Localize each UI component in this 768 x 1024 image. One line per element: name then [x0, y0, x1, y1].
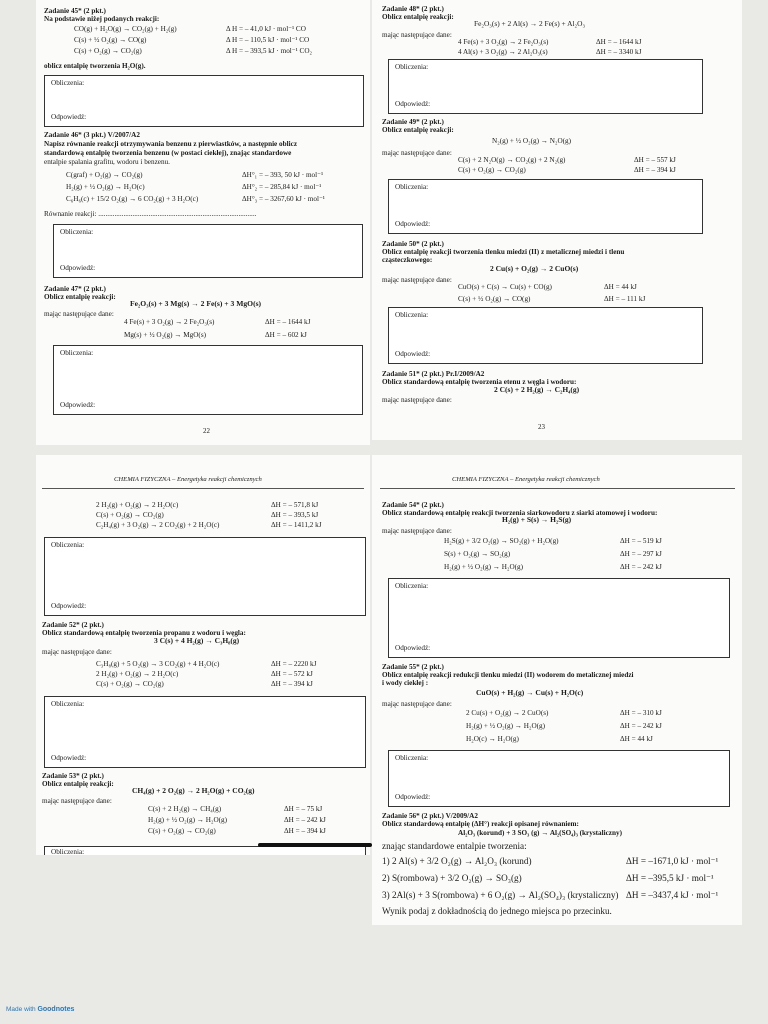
cont-dh-1: ΔH = – 571,8 kJ [271, 501, 319, 509]
z56-eq-3: 3) 2Al(s) + 3 S(rombowa) + 6 O₂(g) → Al₂(SO₄)₃ (krystaliczny) [382, 890, 619, 900]
z54-answer-label: Odpowiedź: [395, 644, 431, 652]
cont-eq-3: C₂H₄(g) + 3 O₂(g) → 2 CO₂(g) + 2 H₂O(c) [96, 521, 220, 529]
z50-title: Zadanie 50* (2 pkt.) [382, 240, 444, 248]
cont-eq-1: 2 H₂(g) + O₂(g) → 2 H₂O(c) [96, 501, 179, 509]
z52-dh-2: ΔH = – 572 kJ [271, 670, 313, 678]
z55-title: Zadanie 55* (2 pkt.) [382, 663, 444, 671]
z49-title: Zadanie 49* (2 pkt.) [382, 118, 444, 126]
z52-eq-3: C(s) + O₂(g) → CO₂(g) [96, 680, 164, 688]
z54-title: Zadanie 54* (2 pkt.) [382, 501, 444, 509]
z49-intro: Oblicz entalpię reakcji: [382, 126, 454, 134]
z56-dh-1: ΔH = –1671,0 kJ · mol⁻¹ [626, 856, 719, 866]
z56-dh-2: ΔH = –395,5 kJ · mol⁻¹ [626, 873, 714, 883]
z48-given: mając następujące dane: [382, 31, 452, 39]
z56-note: Wynik podaj z dokładnością do jednego miejsca po przecinku. [382, 906, 612, 916]
z56-dh-3: ΔH = –3437,4 kJ · mol⁻¹ [626, 890, 719, 900]
z51-given: mając następujące dane: [382, 396, 452, 404]
z51-intro: Oblicz standardową entalpię tworzenia etenu z węgla i wodoru: [382, 378, 577, 386]
z53-given: mając następujące dane: [42, 797, 112, 805]
z49-given: mając następujące dane: [382, 149, 452, 157]
z45-eq-2: C(s) + ½ O₂(g) → CO(g) [74, 36, 147, 44]
z54-calc-label: Obliczenia: [395, 582, 429, 590]
z51-title: Zadanie 51* (2 pkt.) Pr.I/2009/A2 [382, 370, 485, 378]
z47-eq-1: 4 Fe(s) + 3 O₂(g) → 2 Fe₂O₃(s) [124, 318, 215, 326]
z49-eq-2: C(s) + O₂(g) → CO₂(g) [458, 166, 526, 174]
z52-answer-label: Odpowiedź: [51, 754, 87, 762]
z54-eq-2: S(s) + O₂(g) → SO₂(g) [444, 550, 511, 558]
z49-answer-label: Odpowiedź: [395, 220, 431, 228]
z45-eq-1: CO(g) + H₂O(g) → CO₂(g) + H₂(g) [74, 25, 177, 33]
z52-dh-1: ΔH = – 2220 kJ [271, 660, 317, 668]
z46-calc-label: Obliczenia: [60, 228, 94, 236]
z47-dh-1: ΔH = – 1644 kJ [265, 318, 311, 326]
page-25-header: CHEMIA FIZYCZNA – Energetyka reakcji chemicznych [452, 476, 600, 483]
z48-eq-2: 4 Al(s) + 3 O₂(g) → 2 Al₂O₃(s) [458, 48, 548, 56]
cont-dh-2: ΔH = – 393,5 kJ [271, 511, 319, 519]
z55-main-eq: CuO(s) + H₂(g) → Cu(s) + H₂O(c) [476, 688, 584, 697]
z55-given: mając następujące dane: [382, 700, 452, 708]
z48-calc-label: Obliczenia: [395, 63, 429, 71]
z46-dh-1: ΔH°₁ = – 393, 50 kJ · mol⁻¹ [242, 171, 324, 179]
z55-calc-label: Obliczenia: [395, 754, 429, 762]
z48-eq-1: 4 Fe(s) + 3 O₂(g) → 2 Fe₂O₃(s) [458, 38, 549, 46]
z56-given: znając standardowe entalpie tworzenia: [382, 841, 527, 851]
z49-eq-1: C(s) + 2 N₂O(g) → CO₂(g) + 2 N₂(g) [458, 156, 566, 164]
z56-title: Zadanie 56* (2 pkt.) V/2009/A2 [382, 812, 478, 820]
z54-dh-3: ΔH = – 242 kJ [620, 563, 662, 571]
z54-given: mając następujące dane: [382, 527, 452, 535]
z50-line-2: cząsteczkowego: [382, 256, 433, 264]
z55-dh-3: ΔH = 44 kJ [620, 735, 653, 743]
z48-answer-label: Odpowiedź: [395, 100, 431, 108]
z53-dh-3: ΔH = – 394 kJ [284, 827, 326, 835]
z56-main-eq: Al₂O₃ (korund) + 3 SO₃ (g) → Al₂(SO₄)₃ (krystaliczny) [458, 829, 622, 837]
z52-main-eq: 3 C(s) + 4 H₂(g) → C₃H₈(g) [154, 636, 240, 645]
page-24 [36, 455, 370, 855]
z46-line-1: Napisz równanie reakcji otrzymywania benzenu z pierwiastków, a następnie oblicz [44, 140, 298, 148]
z50-given: mając następujące dane: [382, 276, 452, 284]
z56-eq-1: 1) 2 Al(s) + 3/2 O₂(g) → Al₂O₃ (korund) [382, 856, 532, 866]
z50-calc-label: Obliczenia: [395, 311, 429, 319]
z47-answer-label: Odpowiedź: [60, 401, 96, 409]
cont-answer-label: Odpowiedź: [51, 602, 87, 610]
z50-main-eq: 2 Cu(s) + O₂(g) → 2 CuO(s) [490, 264, 579, 273]
z54-dh-1: ΔH = – 519 kJ [620, 537, 662, 545]
z54-main-eq: H₂(g) + S(s) → H₂S(g) [502, 515, 572, 524]
z53-intro: Oblicz entalpię reakcji: [42, 780, 114, 788]
z45-answer-box[interactable] [44, 75, 364, 127]
watermark-brand: Goodnotes [37, 1006, 75, 1013]
z54-dh-2: ΔH = – 297 kJ [620, 550, 662, 558]
z52-eq-2: 2 H₂(g) + O₂(g) → 2 H₂O(c) [96, 670, 179, 678]
z54-eq-1: H₂S(g) + 3/2 O₂(g) → SO₂(g) + H₂O(g) [444, 537, 559, 545]
z53-calc-label: Obliczenia: [51, 848, 85, 855]
z45-calc-label: Obliczenia: [51, 79, 85, 87]
z54-intro: Oblicz standardową entalpię reakcji tworzenia siarkowodoru z siarki atomowej i wodoru: [382, 509, 658, 517]
z50-answer-label: Odpowiedź: [395, 350, 431, 358]
goodnotes-watermark [6, 1006, 74, 1013]
z50-dh-2: ΔH = – 111 kJ [604, 295, 646, 303]
z46-dh-3: ΔH°₃ = – 3267,60 kJ · mol⁻¹ [242, 195, 325, 203]
z53-title: Zadanie 53* (2 pkt.) [42, 772, 104, 780]
cont-calc-label: Obliczenia: [51, 541, 85, 549]
z48-dh-2: ΔH = – 3340 kJ [596, 48, 642, 56]
z47-given: mając następujące dane: [44, 310, 114, 318]
page-25-header-rule [380, 488, 735, 489]
z48-intro: Oblicz entalpię reakcji: [382, 13, 454, 21]
z46-answer-box[interactable] [53, 224, 363, 278]
z52-eq-1: C₃H₈(g) + 5 O₂(g) → 3 CO₂(g) + 4 H₂O(c) [96, 660, 220, 668]
z48-main-eq: Fe₂O₃(s) + 2 Al(s) → 2 Fe(s) + Al₂O₃ [474, 19, 586, 28]
z50-eq-2: C(s) + ½ O₂(g) → CO(g) [458, 295, 531, 303]
z50-answer-box[interactable] [388, 307, 703, 364]
z50-eq-1: CuO(s) + C(s) → Cu(s) + CO(g) [458, 283, 552, 291]
z55-eq-3: H₂O(c) → H₂O(g) [466, 735, 519, 743]
z55-answer-box[interactable] [388, 750, 730, 807]
z55-line-1: Oblicz entalpię reakcji redukcji tlenku miedzi (II) wodorem do metalicznej miedzi [382, 671, 634, 679]
z53-answer-box[interactable] [44, 846, 366, 855]
z47-intro: Oblicz entalpię reakcji: [44, 293, 116, 301]
scroll-indicator [258, 843, 372, 847]
z56-intro: Oblicz standardową entalpię (ΔH°) reakcji opisanej równaniem: [382, 820, 579, 828]
z45-answer-label: Odpowiedź: [51, 113, 87, 121]
z46-eq-1: C(graf) + O₂(g) → CO₂(g) [66, 171, 143, 179]
z52-title: Zadanie 52* (2 pkt.) [42, 621, 104, 629]
z46-eq-2: H₂(g) + ½ O₂(g) → H₂O(c) [66, 183, 145, 191]
z45-dh-2: Δ H = – 110,5 kJ · mol⁻¹ CO [226, 36, 310, 44]
z47-title: Zadanie 47* (2 pkt.) [44, 285, 106, 293]
z49-dh-1: ΔH = – 557 kJ [634, 156, 676, 164]
z49-calc-label: Obliczenia: [395, 183, 429, 191]
page-25 [372, 455, 742, 925]
z55-eq-2: H₂(g) + ½ O₂(g) → H₂O(g) [466, 722, 546, 730]
page-24-header-rule [42, 488, 364, 489]
page-number-23: 23 [538, 423, 545, 431]
z45-intro: Na podstawie niżej podanych reakcji: [44, 15, 160, 23]
z52-answer-box[interactable] [44, 696, 366, 768]
z54-eq-3: H₂(g) + ½ O₂(g) → H₂O(g) [444, 563, 524, 571]
z50-line-1: Oblicz entalpię reakcji tworzenia tlenku miedzi (II) z metalicznej miedzi i tlenu [382, 248, 625, 256]
z48-answer-box[interactable] [388, 59, 703, 114]
z49-dh-2: ΔH = – 394 kJ [634, 166, 676, 174]
z45-task: oblicz entalpię tworzenia H₂O(g). [44, 62, 146, 70]
z53-eq-2: H₂(g) + ½ O₂(g) → H₂O(g) [148, 816, 228, 824]
z53-eq-3: C(s) + O₂(g) → CO₂(g) [148, 827, 216, 835]
z46-eq-3: C₆H₆(c) + 15/2 O₂(g) → 6 CO₂(g) + 3 H₂O(c) [66, 195, 199, 203]
z47-main-eq: Fe₂O₃(s) + 3 Mg(s) → 2 Fe(s) + 3 MgO(s) [130, 299, 262, 308]
z49-main-eq: N₂(g) + ½ O₂(g) → N₂O(g) [492, 137, 572, 145]
cont-dh-3: ΔH = – 1411,2 kJ [271, 521, 322, 529]
z52-dh-3: ΔH = – 394 kJ [271, 680, 313, 688]
z55-dh-2: ΔH = – 242 kJ [620, 722, 662, 730]
watermark-small-text: Made with [6, 1006, 36, 1013]
z48-title: Zadanie 48* (2 pkt.) [382, 5, 444, 13]
z54-answer-box[interactable] [388, 578, 730, 658]
z46-dh-2: ΔH°₂ = – 285,84 kJ · mol⁻¹ [242, 183, 322, 191]
page-23 [372, 0, 742, 440]
z52-given: mając następujące dane: [42, 648, 112, 656]
z45-title: Zadanie 45* (2 pkt.) [44, 7, 106, 15]
z52-calc-label: Obliczenia: [51, 700, 85, 708]
z46-title: Zadanie 46* (3 pkt.) V/2007/A2 [44, 131, 140, 139]
z49-answer-box[interactable] [388, 179, 703, 234]
page-24-header: CHEMIA FIZYCZNA – Energetyka reakcji chemicznych [114, 476, 262, 483]
z55-dh-1: ΔH = – 310 kJ [620, 709, 662, 717]
z53-dh-2: ΔH = – 242 kJ [284, 816, 326, 824]
z53-eq-1: C(s) + 2 H₂(g) → CH₄(g) [148, 805, 222, 813]
cont-answer-box[interactable] [44, 537, 366, 616]
z45-eq-3: C(s) + O₂(g) → CO₂(g) [74, 47, 142, 55]
z45-dh-3: Δ H = – 393,5 kJ · mol⁻¹ CO₂ [226, 47, 313, 55]
z55-eq-1: 2 Cu(s) + O₂(g) → 2 CuO(s) [466, 709, 549, 717]
page-number-22: 22 [203, 427, 210, 435]
z46-line-3: entalpie spalania grafitu, wodoru i benzenu. [44, 158, 170, 166]
z52-intro: Oblicz standardową entalpię tworzenia propanu z wodoru i węgla: [42, 629, 246, 637]
z47-answer-box[interactable] [53, 345, 363, 415]
page-22 [36, 0, 370, 445]
z46-answer-label: Odpowiedź: [60, 264, 96, 272]
z51-main-eq: 2 C(s) + 2 H₂(g) → C₂H₄(g) [494, 385, 580, 394]
z45-dh-1: Δ H = – 41,0 kJ · mol⁻¹ CO [226, 25, 306, 33]
z56-eq-2: 2) S(rombowa) + 3/2 O₂(g) → SO₃(g) [382, 873, 522, 883]
z46-reaction-line[interactable]: Równanie reakcji: ........................................................................................ [44, 210, 257, 218]
z53-main-eq: CH₄(g) + 2 O₂(g) → 2 H₂O(g) + CO₂(g) [132, 786, 255, 795]
z46-line-2: standardową entalpię tworzenia benzenu (w postaci ciekłej), znając standardowe [44, 149, 292, 157]
z53-dh-1: ΔH = – 75 kJ [284, 805, 323, 813]
z47-eq-2: Mg(s) + ½ O₂(g) → MgO(s) [124, 331, 207, 339]
z48-dh-1: ΔH = – 1644 kJ [596, 38, 642, 46]
z50-dh-1: ΔH = 44 kJ [604, 283, 637, 291]
z55-answer-label: Odpowiedź: [395, 793, 431, 801]
z47-calc-label: Obliczenia: [60, 349, 94, 357]
z47-dh-2: ΔH = – 602 kJ [265, 331, 307, 339]
cont-eq-2: C(s) + O₂(g) → CO₂(g) [96, 511, 164, 519]
z55-line-2: i wody ciekłej : [382, 679, 429, 687]
